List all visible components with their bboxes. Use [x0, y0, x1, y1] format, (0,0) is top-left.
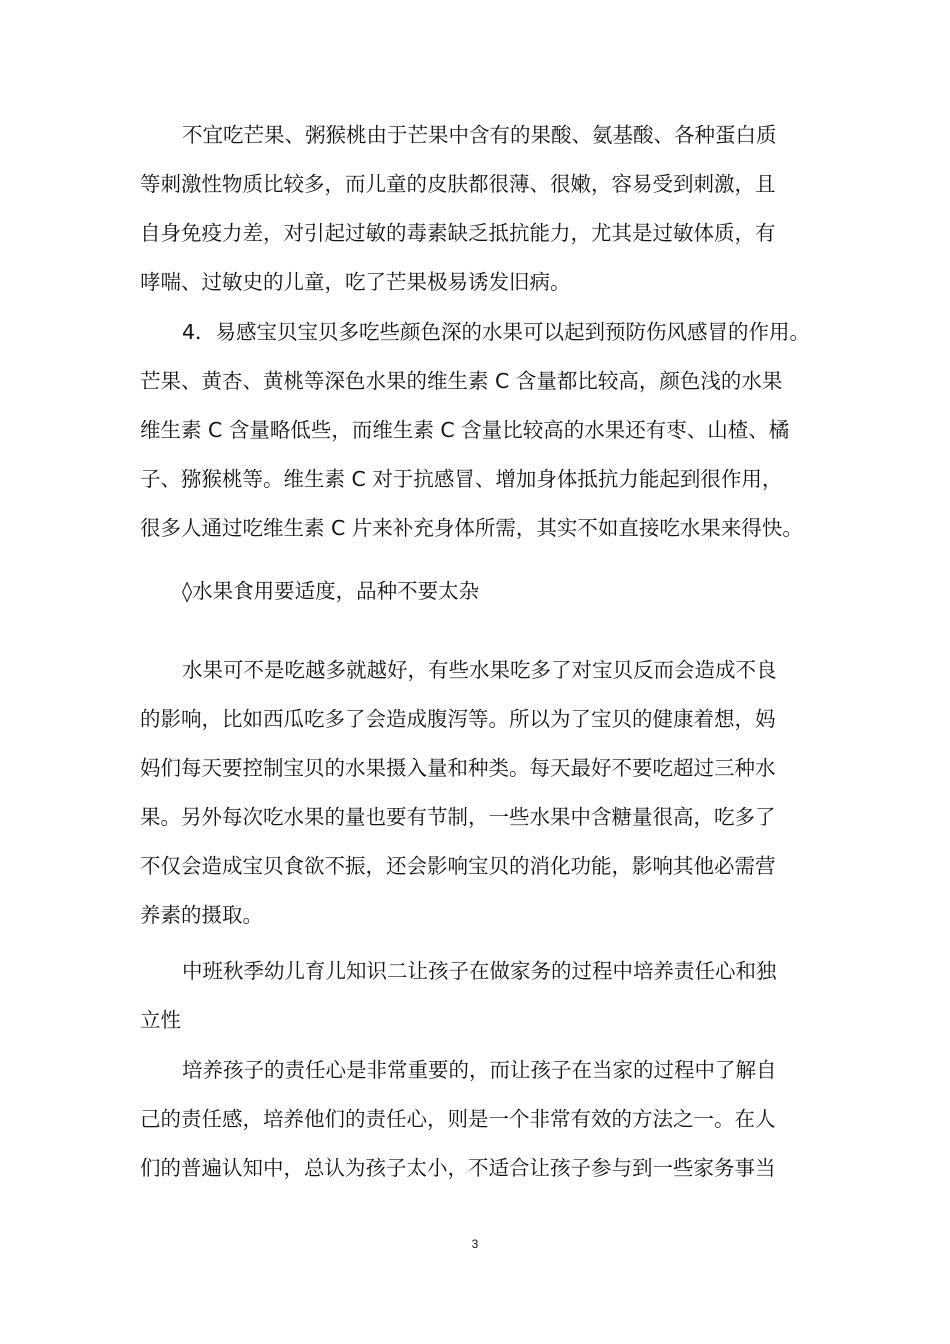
paragraph-fruit-moderation	[140, 646, 830, 940]
text-line: 中班秋季幼儿育儿知识二让孩子在做家务的过程中培养责任心和独	[182, 959, 777, 983]
text-line: 不仅会造成宝贝食欲不振，还会影响宝贝的消化功能，影响其他必需营	[140, 854, 776, 878]
text-line: 己的责任感，培养他们的责任心，则是一个非常有效的方法之一。在人	[140, 1107, 776, 1131]
text-line: 4．易感宝贝宝贝多吃些颜色深的水果可以起到预防伤风感冒的作用。	[182, 320, 811, 344]
text-line: 养素的摄取。	[140, 903, 263, 927]
text-line: 果。另外每次吃水果的量也要有节制，一些水果中含糖量很高，吃多了	[140, 805, 776, 829]
paragraph-responsibility	[140, 1046, 830, 1193]
section-heading-moderation	[140, 567, 830, 616]
text-line: 妈们每天要控制宝贝的水果摄入量和种类。每天最好不要吃超过三种水	[140, 756, 776, 780]
text-line: 芒果、黄杏、黄桃等深色水果的维生素 C 含量都比较高，颜色浅的水果	[140, 369, 783, 393]
text-line: 水果可不是吃越多就越好，有些水果吃多了对宝贝反而会造成不良	[182, 658, 777, 682]
text-line: ◊水果食用要适度，品种不要太杂	[182, 579, 480, 603]
text-line: 不宜吃芒果、粥猴桃由于芒果中含有的果酸、氨基酸、各种蛋白质	[182, 123, 777, 147]
text-line: 们的普遍认知中，总认为孩子太小，不适合让孩子参与到一些家务事当	[140, 1156, 776, 1180]
section-heading-housework-responsibility	[140, 947, 830, 1045]
page-number: 3	[471, 1237, 479, 1251]
text-line: 自身免疫力差，对引起过敏的毒素缺乏抵抗能力，尤其是过敏体质，有	[140, 221, 776, 245]
text-line: 的影响，比如西瓜吃多了会造成腹泻等。所以为了宝贝的健康着想，妈	[140, 707, 776, 731]
text-line: 立性	[140, 1008, 181, 1032]
text-line: 哮喘、过敏史的儿童，吃了芒果极易诱发旧病。	[140, 270, 571, 294]
paragraph-mango-allergy	[140, 111, 830, 307]
text-line: 子、猕猴桃等。维生素 C 对于抗感冒、增加身体抵抗力能起到很作用，	[140, 467, 783, 491]
paragraph-dark-fruits-vitamin-c	[140, 308, 830, 553]
text-line: 很多人通过吃维生素 C 片来补充身体所需，其实不如直接吃水果来得快。	[140, 516, 803, 540]
text-line: 培养孩子的责任心是非常重要的，而让孩子在当家的过程中了解自	[182, 1058, 777, 1082]
text-line: 等刺激性物质比较多，而儿童的皮肤都很薄、很嫩，容易受到刺激，且	[140, 172, 776, 196]
text-line: 维生素 C 含量略低些，而维生素 C 含量比较高的水果还有枣、山楂、橘	[140, 418, 790, 442]
